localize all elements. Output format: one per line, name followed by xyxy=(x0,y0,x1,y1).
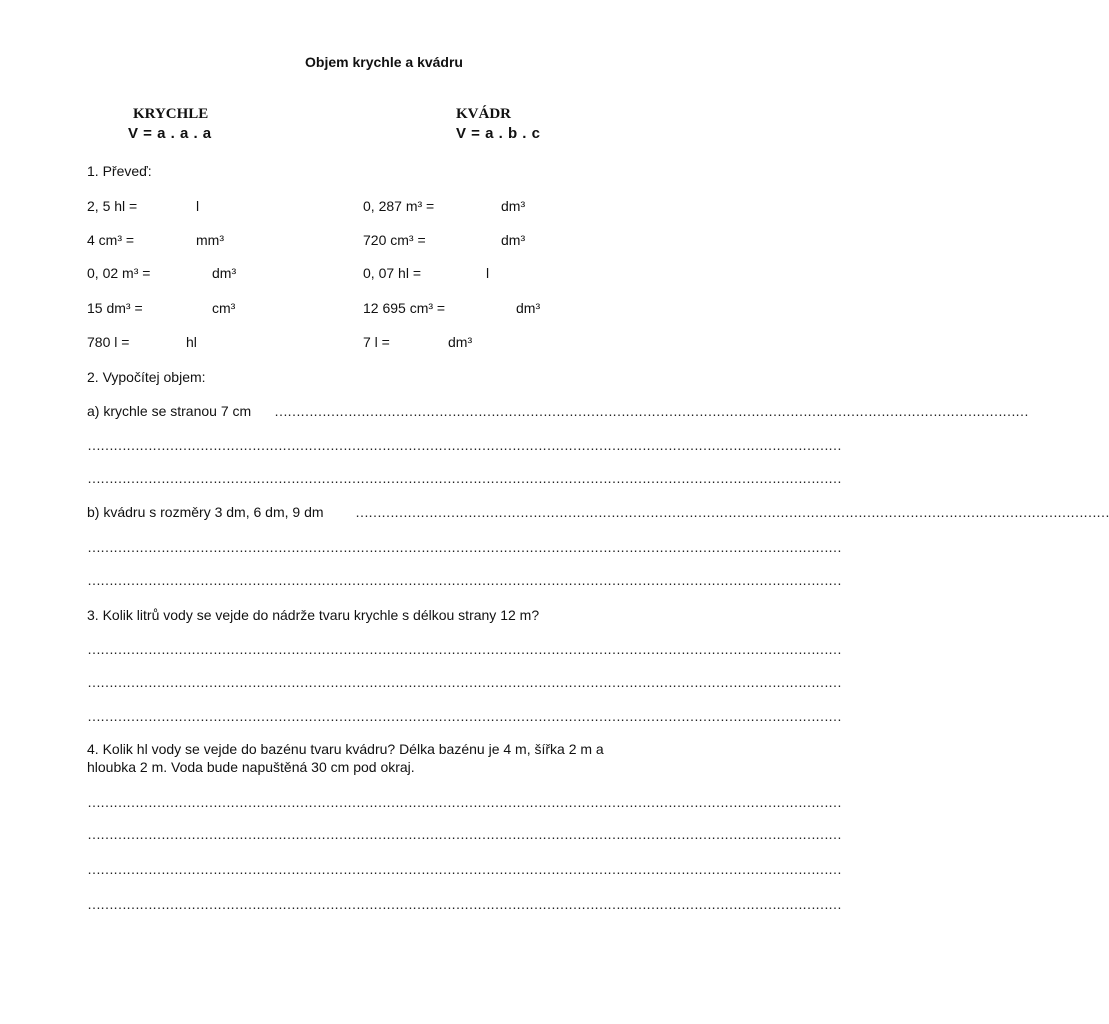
krychle-heading: KRYCHLE xyxy=(133,106,209,122)
kvadr-formula: V = a . b . c xyxy=(456,125,541,142)
conversion-unit: mm³ xyxy=(196,232,224,248)
conversion-expr: 0, 02 m³ = xyxy=(87,265,151,281)
task4-line2: hloubka 2 m. Voda bude napuštěná 30 cm pod okraj. xyxy=(87,759,415,775)
task3-question: 3. Kolik litrů vody se vejde do nádrže tvaru krychle s délkou strany 12 m? xyxy=(87,607,540,623)
conversion-expr: 2, 5 hl = xyxy=(87,198,138,214)
answer-line[interactable]: ………………………………………………………………………………………………………………………………………………………… xyxy=(87,470,841,486)
conversion-unit: l xyxy=(196,198,200,214)
answer-line[interactable]: ………………………………………………………………………………………………………………………………………………………… xyxy=(87,826,841,842)
conversion-unit: hl xyxy=(186,334,197,350)
conversion-expr: 12 695 cm³ = xyxy=(363,300,446,316)
answer-line[interactable]: ………………………………………………………………………………………………………………………………………………………… xyxy=(87,437,841,453)
conversion-expr: 0, 287 m³ = xyxy=(363,198,435,214)
answer-line[interactable]: ………………………………………………………………………………………………………………………………………………………… xyxy=(87,708,841,724)
conversion-unit: cm³ xyxy=(212,300,236,316)
answer-line[interactable]: ………………………………………………………………………………………………………………………………………………………… xyxy=(355,504,1109,520)
answer-line[interactable]: ………………………………………………………………………………………………………………………………………………………… xyxy=(87,572,841,588)
kvadr-heading: KVÁDR xyxy=(456,106,511,122)
conversion-unit: dm³ xyxy=(501,232,526,248)
conversion-unit: l xyxy=(486,265,490,281)
task2-heading: 2. Vypočítej objem: xyxy=(87,369,206,385)
answer-line[interactable]: ………………………………………………………………………………………………………………………………………………………… xyxy=(87,641,841,657)
answer-line[interactable]: ………………………………………………………………………………………………………………………………………………………… xyxy=(274,403,1028,419)
task4-line1: 4. Kolik hl vody se vejde do bazénu tvaru kvádru? Délka bazénu je 4 m, šířka 2 m a xyxy=(87,741,604,757)
conversion-unit: dm³ xyxy=(501,198,526,214)
worksheet-title: Objem krychle a kvádru xyxy=(305,54,463,70)
krychle-formula: V = a . a . a xyxy=(128,125,212,142)
task1-heading: 1. Převeď: xyxy=(87,163,152,179)
answer-line[interactable]: ………………………………………………………………………………………………………………………………………………………… xyxy=(87,861,841,877)
conversion-expr: 4 cm³ = xyxy=(87,232,135,248)
answer-line[interactable]: ………………………………………………………………………………………………………………………………………………………… xyxy=(87,539,841,555)
conversion-expr: 780 l = xyxy=(87,334,130,350)
conversion-expr: 0, 07 hl = xyxy=(363,265,421,281)
conversion-expr: 15 dm³ = xyxy=(87,300,143,316)
conversion-unit: dm³ xyxy=(448,334,473,350)
answer-line[interactable]: ………………………………………………………………………………………………………………………………………………………… xyxy=(87,794,841,810)
conversion-expr: 7 l = xyxy=(363,334,390,350)
conversion-unit: dm³ xyxy=(516,300,541,316)
task2a-text: a) krychle se stranou 7 cm xyxy=(87,403,252,419)
answer-line[interactable]: ………………………………………………………………………………………………………………………………………………………… xyxy=(87,896,841,912)
task2b-text: b) kvádru s rozměry 3 dm, 6 dm, 9 dm xyxy=(87,504,324,520)
conversion-unit: dm³ xyxy=(212,265,237,281)
conversion-expr: 720 cm³ = xyxy=(363,232,426,248)
answer-line[interactable]: ………………………………………………………………………………………………………………………………………………………… xyxy=(87,674,841,690)
